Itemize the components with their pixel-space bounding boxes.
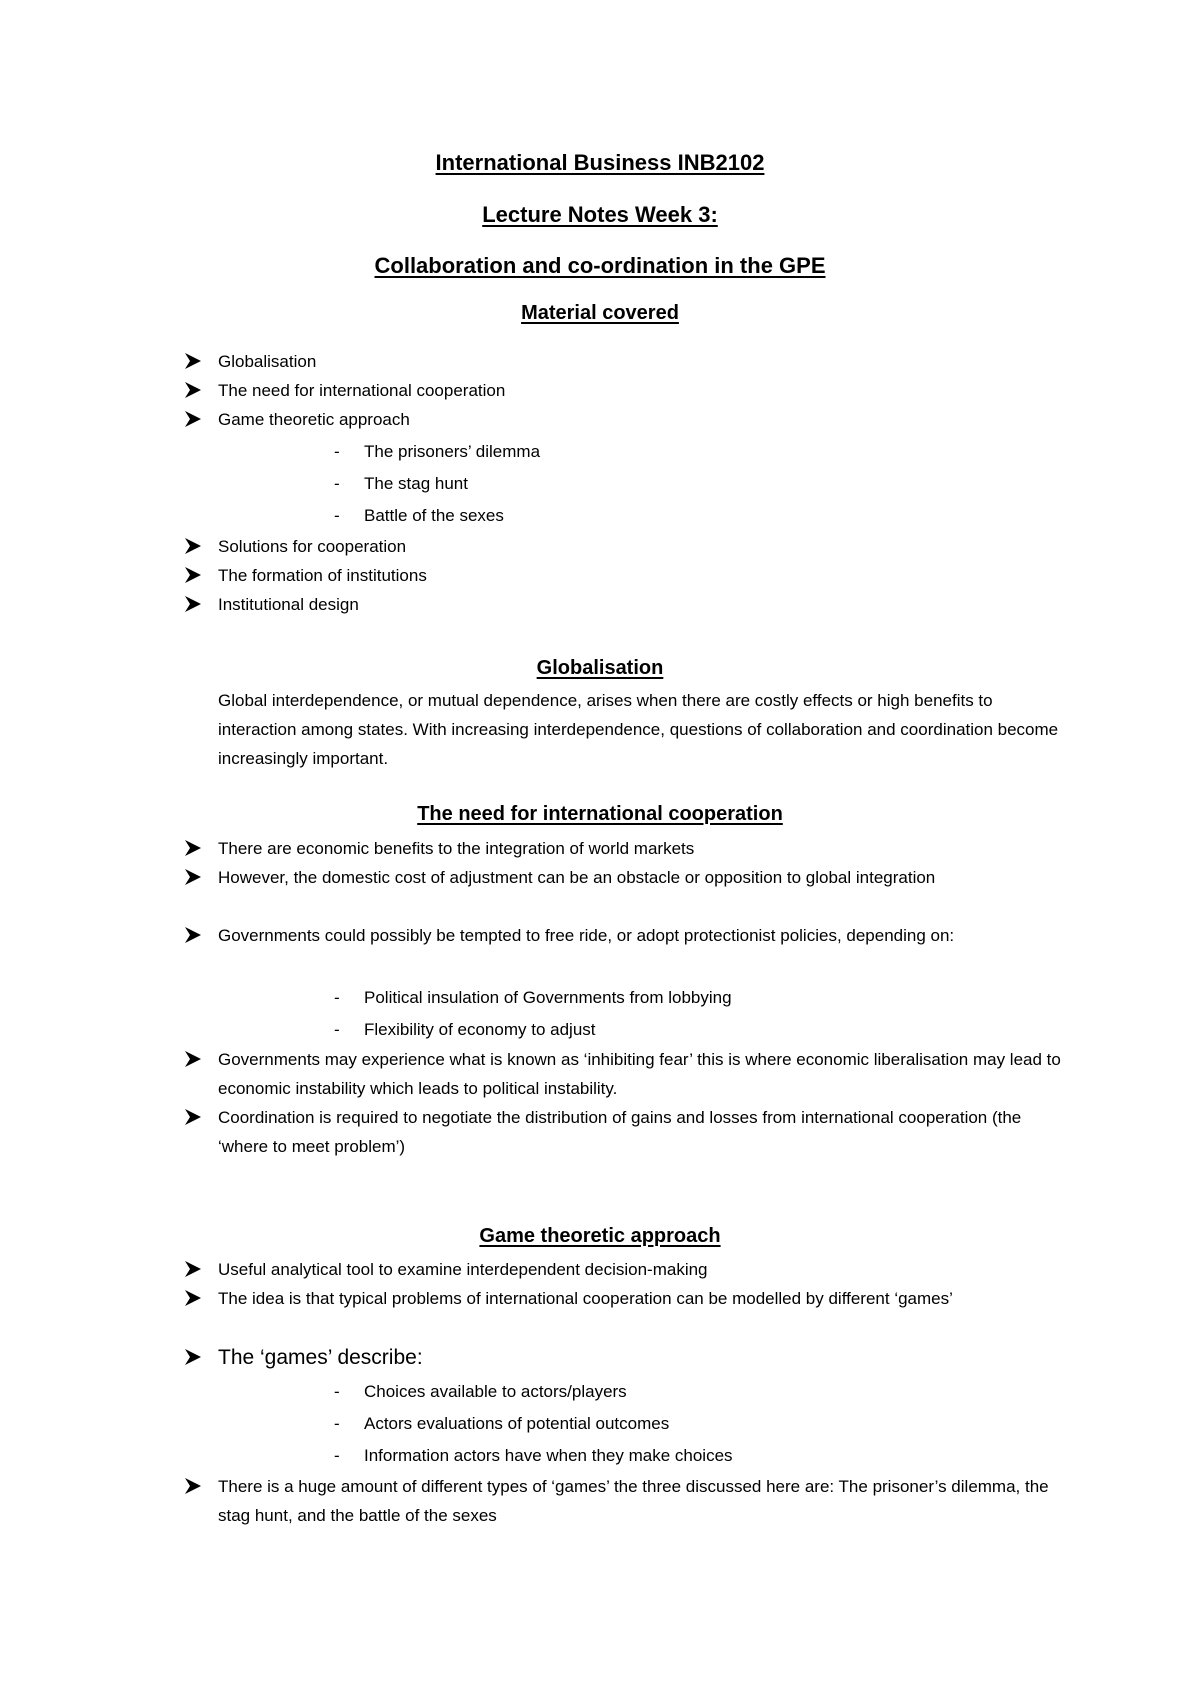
arrow-bullet-icon xyxy=(184,926,202,944)
list-item xyxy=(184,863,1064,892)
dash-bullet: - xyxy=(334,506,340,525)
list-item-text: Globalisation xyxy=(218,352,317,371)
arrow-bullet-icon xyxy=(184,352,202,370)
sub-list-item-text: Political insulation of Governments from lobbying xyxy=(364,988,732,1007)
arrow-bullet-icon xyxy=(184,1289,202,1307)
list-item-text: Governments could possibly be tempted to free ride, or adopt protectionist policies, depending on: xyxy=(218,926,955,945)
sub-list-item-text: Battle of the sexes xyxy=(364,506,504,525)
list-item-text: There is a huge amount of different types of ‘games’ the three discussed here are: The prisoner’s dilemma, the stag hunt, and the battle of the sexes xyxy=(218,1477,1049,1525)
dash-bullet: - xyxy=(334,1382,340,1401)
list-item xyxy=(184,376,1064,405)
globalisation-paragraph: Global interdependence, or mutual dependence, arises when there are costly effects or high benefits to interaction among states. With increasing interdependence, questions of collaboration and coordination become increasingly important. xyxy=(218,691,1059,768)
sub-list-item xyxy=(334,1409,1034,1438)
arrow-bullet-icon xyxy=(184,868,202,886)
dash-bullet: - xyxy=(334,1414,340,1433)
sub-list-item-text: Choices available to actors/players xyxy=(364,1382,627,1401)
sub-list-item-text: Actors evaluations of potential outcomes xyxy=(364,1414,670,1433)
list-item xyxy=(184,532,1064,561)
sub-list-item xyxy=(334,1377,1034,1406)
sub-list-item-text: Information actors have when they make choices xyxy=(364,1446,733,1465)
arrow-bullet-icon xyxy=(184,839,202,857)
list-item xyxy=(184,1284,1064,1313)
list-item-text: Institutional design xyxy=(218,595,359,614)
topic-title: Collaboration and co-ordination in the GPE xyxy=(374,253,826,278)
list-item-text: The idea is that typical problems of international cooperation can be modelled by different ‘games’ xyxy=(218,1289,953,1308)
list-item-text: However, the domestic cost of adjustment can be an obstacle or opposition to global integration xyxy=(218,868,936,887)
sub-list-item xyxy=(334,1441,1034,1470)
list-item-text: Solutions for cooperation xyxy=(218,537,407,556)
dash-bullet: - xyxy=(334,988,340,1007)
list-item xyxy=(184,347,1064,376)
sub-list-item xyxy=(334,983,1034,1012)
material-heading: Material covered xyxy=(521,302,679,324)
arrow-bullet-icon xyxy=(184,1477,202,1495)
arrow-bullet-icon xyxy=(184,1108,202,1126)
cooperation-heading: The need for international cooperation xyxy=(417,803,783,825)
arrow-bullet-icon xyxy=(184,1260,202,1278)
dash-bullet: - xyxy=(334,474,340,493)
lecture-title: Lecture Notes Week 3: xyxy=(482,202,718,227)
sub-list-item xyxy=(334,1015,1034,1044)
sub-list-item xyxy=(334,437,1034,466)
list-item-text: The need for international cooperation xyxy=(218,381,506,400)
list-item xyxy=(184,1343,1064,1372)
game-heading: Game theoretic approach xyxy=(479,1225,721,1247)
course-title: International Business INB2102 xyxy=(435,150,765,175)
sub-list-item xyxy=(334,469,1034,498)
list-item xyxy=(184,921,1064,950)
globalisation-heading: Globalisation xyxy=(536,657,664,679)
sub-list-item xyxy=(334,501,1034,530)
list-item xyxy=(184,1045,1064,1103)
sub-list-item-text: The prisoners’ dilemma xyxy=(364,442,541,461)
list-item-text: The ‘games’ describe: xyxy=(218,1346,423,1369)
list-item xyxy=(184,561,1064,590)
arrow-bullet-icon xyxy=(184,381,202,399)
list-item xyxy=(184,1472,1064,1530)
sub-list-item-text: Flexibility of economy to adjust xyxy=(364,1020,596,1039)
list-item-text: The formation of institutions xyxy=(218,566,427,585)
arrow-bullet-icon xyxy=(184,1050,202,1068)
arrow-bullet-icon xyxy=(184,566,202,584)
dash-bullet: - xyxy=(334,442,340,461)
list-item-text: Governments may experience what is known as ‘inhibiting fear’ this is where economic liberalisation may lead to economic instability which leads to political instability. xyxy=(218,1050,1061,1098)
list-item-text: There are economic benefits to the integration of world markets xyxy=(218,839,695,858)
list-item xyxy=(184,1255,1064,1284)
list-item-text: Game theoretic approach xyxy=(218,410,410,429)
sub-list-item-text: The stag hunt xyxy=(364,474,468,493)
list-item-text: Useful analytical tool to examine interdependent decision-making xyxy=(218,1260,708,1279)
arrow-bullet-icon xyxy=(184,1348,202,1366)
list-item xyxy=(184,834,1064,863)
arrow-bullet-icon xyxy=(184,537,202,555)
list-item xyxy=(184,405,1064,434)
list-item xyxy=(184,1103,1064,1161)
arrow-bullet-icon xyxy=(184,595,202,613)
dash-bullet: - xyxy=(334,1020,340,1039)
arrow-bullet-icon xyxy=(184,410,202,428)
list-item-text: Coordination is required to negotiate the distribution of gains and losses from international cooperation (the ‘where to meet problem’) xyxy=(218,1108,1022,1156)
list-item xyxy=(184,590,1064,619)
dash-bullet: - xyxy=(334,1446,340,1465)
